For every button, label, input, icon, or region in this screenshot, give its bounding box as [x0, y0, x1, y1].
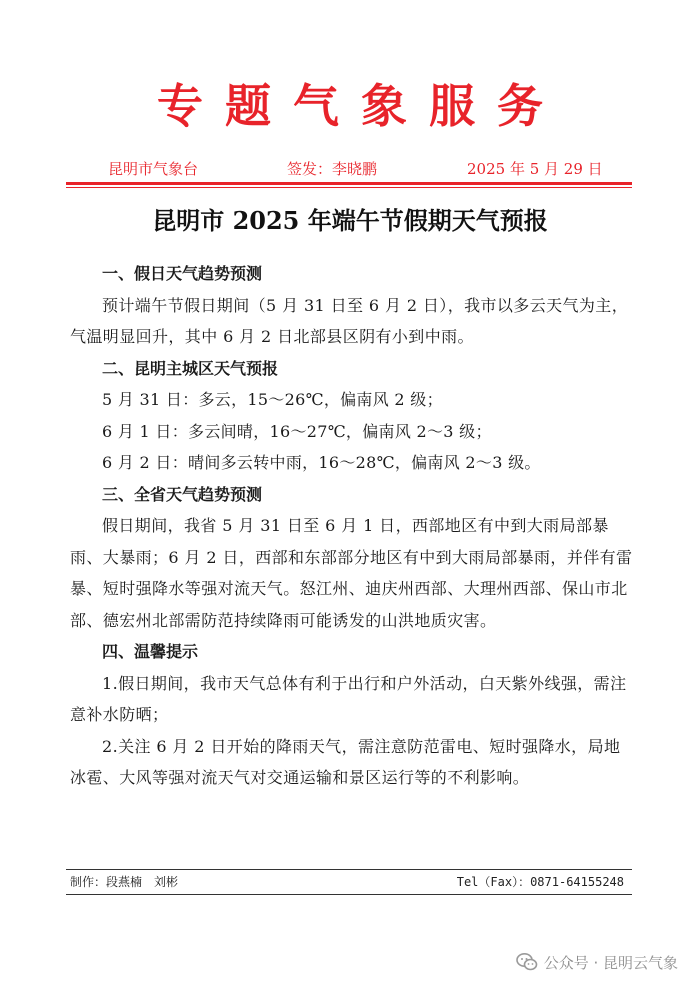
red-divider-thin — [66, 187, 632, 188]
issue-date: 2025 年 5 月 29 日 — [467, 160, 603, 178]
footer-divider-top — [66, 869, 632, 870]
tip-item-2: 2.关注 6 月 2 日开始的降雨天气，需注意防范雷电、短时强降水，局地冰雹、大风等强对流天气对交通运输和景区运行等的不利影响。 — [70, 736, 621, 787]
footer-divider-bottom — [66, 894, 632, 895]
section-heading-tips: 四、温馨提示 — [102, 642, 199, 661]
watermark — [516, 950, 678, 974]
signer: 签发：李晓鹏 — [287, 160, 378, 178]
red-divider-thick — [66, 182, 632, 185]
wechat-icon — [516, 952, 538, 972]
issuing-office: 昆明市气象台 — [108, 160, 199, 178]
section-paragraph-holiday-trend: 预计端午节假日期间（5 月 31 日至 6 月 2 日），我市以多云天气为主，气温明显回升，其中 6 月 2 日北部县区阴有小到中雨。 — [70, 295, 629, 346]
footer-phone: Tel（Fax）：0871-64155248 — [456, 875, 624, 889]
forecast-line-jun2: 6 月 2 日：晴间多云转中雨，16～28℃，偏南风 2～3 级。 — [102, 453, 541, 472]
tip-item-1: 1.假日期间，我市天气总体有利于出行和户外活动，白天紫外线强，需注意补水防晒； — [70, 673, 627, 724]
issuer-row — [0, 158, 700, 180]
section-paragraph-province-trend: 假日期间，我省 5 月 31 日至 6 月 1 日，西部地区有中到大雨局部暴雨、大暴雨；6 月 2 日，西部和东部部分地区有中到大雨局部暴雨，并伴有雷暴、短时强降水等强对流天气。怒江州、迪庆州西部、大理州西部、保山市北部、德宏州北部需防范持续降雨可能诱发的山洪地质灾害。 — [70, 516, 633, 630]
footer-authors: 制作：段燕楠 刘彬 — [70, 875, 179, 889]
section-heading-city-forecast: 二、昆明主城区天气预报 — [102, 358, 279, 378]
section-heading-province-trend: 三、全省天气趋势预测 — [102, 484, 263, 504]
forecast-line-jun1: 6 月 1 日：多云间晴，16～27℃，偏南风 2～3 级； — [102, 421, 492, 441]
document-body — [70, 258, 634, 794]
watermark-text: 公众号 · 昆明云气象 — [543, 953, 678, 972]
document-title: 昆明市 2025 年端午节假期天气预报 — [152, 206, 548, 235]
forecast-line-may31: 5 月 31 日：多云，15～26℃，偏南风 2 级； — [102, 390, 443, 409]
masthead-title: 专题气象服务 — [157, 79, 565, 133]
section-heading-holiday-trend: 一、假日天气趋势预测 — [102, 264, 263, 283]
